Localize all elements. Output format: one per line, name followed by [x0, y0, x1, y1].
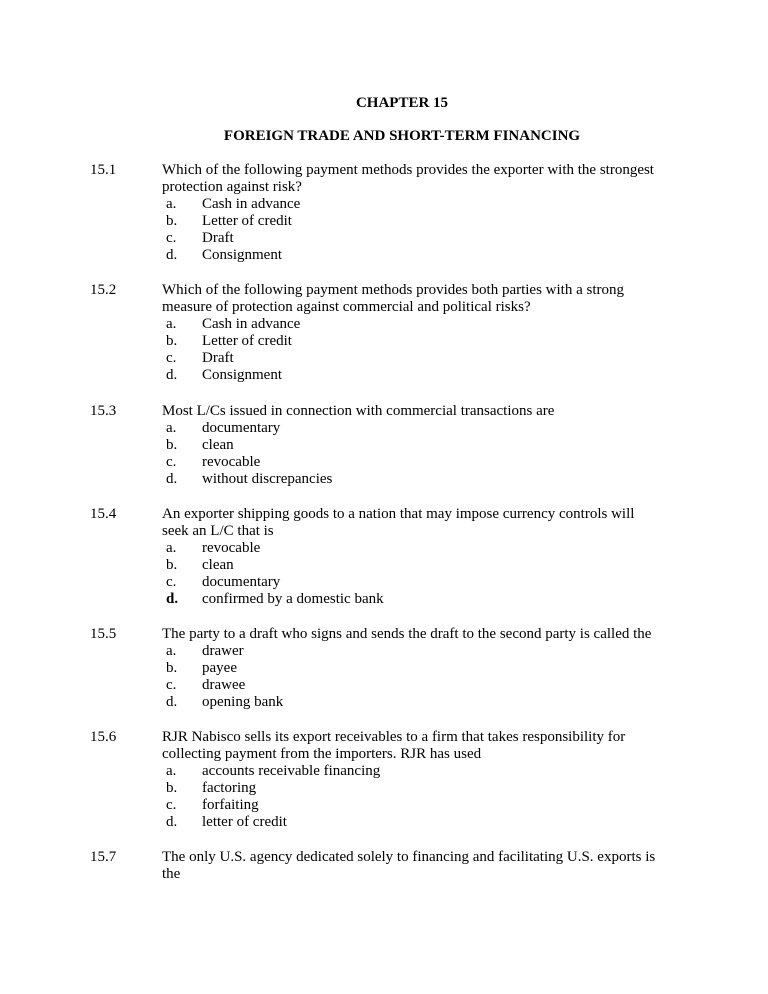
option-c: c. Draft [166, 350, 234, 366]
question-line: An exporter shipping goods to a nation that may impose currency controls will [162, 506, 635, 522]
option-list [162, 420, 662, 488]
question-text [162, 162, 662, 196]
question-text [162, 282, 662, 316]
option-list [162, 540, 662, 608]
question-text [162, 729, 662, 763]
question-line: The only U.S. agency dedicated solely to financing and facilitating U.S. exports is [162, 849, 656, 865]
option-c: c. Draft [166, 230, 234, 246]
chapter-subtitle: FOREIGN TRADE AND SHORT-TERM FINANCING [223, 128, 581, 144]
option-c: c. drawee [166, 677, 246, 693]
question-line: Most L/Cs issued in connection with commercial transactions are [162, 403, 555, 419]
option-c: c. forfaiting [166, 797, 259, 813]
option-c: c. documentary [166, 574, 281, 590]
option-b: b. payee [166, 660, 237, 676]
option-a: a. documentary [166, 420, 281, 436]
option-b: b. clean [166, 437, 234, 453]
question-number: 15.7 [90, 849, 117, 865]
option-d: d. opening bank [166, 694, 284, 710]
question-number: 15.2 [90, 282, 117, 298]
question-line: The party to a draft who signs and sends the draft to the second party is called the [162, 626, 652, 642]
option-a: a. Cash in advance [166, 316, 301, 332]
option-b: b. factoring [166, 780, 257, 796]
question-number: 15.4 [90, 506, 117, 522]
question-line: protection against risk? [162, 179, 302, 195]
question-text [162, 626, 662, 643]
question-number: 15.5 [90, 626, 117, 642]
question-text [162, 506, 662, 540]
option-list [162, 316, 662, 384]
option-b: b. Letter of credit [166, 333, 292, 349]
chapter-title: CHAPTER 15 [355, 95, 449, 111]
question-text [162, 403, 662, 420]
option-a: a. drawer [166, 643, 244, 659]
option-list [162, 643, 662, 711]
question-line: seek an L/C that is [162, 523, 274, 539]
option-d: d. Consignment [166, 247, 283, 263]
question-line: measure of protection against commercial and political risks? [162, 299, 531, 315]
question-line: RJR Nabisco sells its export receivables to a firm that takes responsibility for [162, 729, 626, 745]
question-number: 15.3 [90, 403, 117, 419]
option-a: a. accounts receivable financing [166, 763, 381, 779]
option-a: a. revocable [166, 540, 261, 556]
question-line: Which of the following payment methods provides both parties with a strong [162, 282, 624, 298]
option-b: b. Letter of credit [166, 213, 292, 229]
option-list [162, 763, 662, 831]
question-line: collecting payment from the importers. RJR has used [162, 746, 482, 762]
option-a: a. Cash in advance [166, 196, 301, 212]
option-d: d. without discrepancies [166, 471, 333, 487]
question-number: 15.1 [90, 162, 117, 178]
option-b: b. clean [166, 557, 234, 573]
option-d: d. confirmed by a domestic bank [166, 591, 384, 607]
option-d: d. Consignment [166, 367, 283, 383]
question-number: 15.6 [90, 729, 117, 745]
question-line: the [162, 866, 181, 882]
question-line: Which of the following payment methods provides the exporter with the strongest [162, 162, 654, 178]
option-list [162, 196, 662, 264]
question-text [162, 849, 662, 883]
option-d: d. letter of credit [166, 814, 287, 830]
option-c: c. revocable [166, 454, 261, 470]
